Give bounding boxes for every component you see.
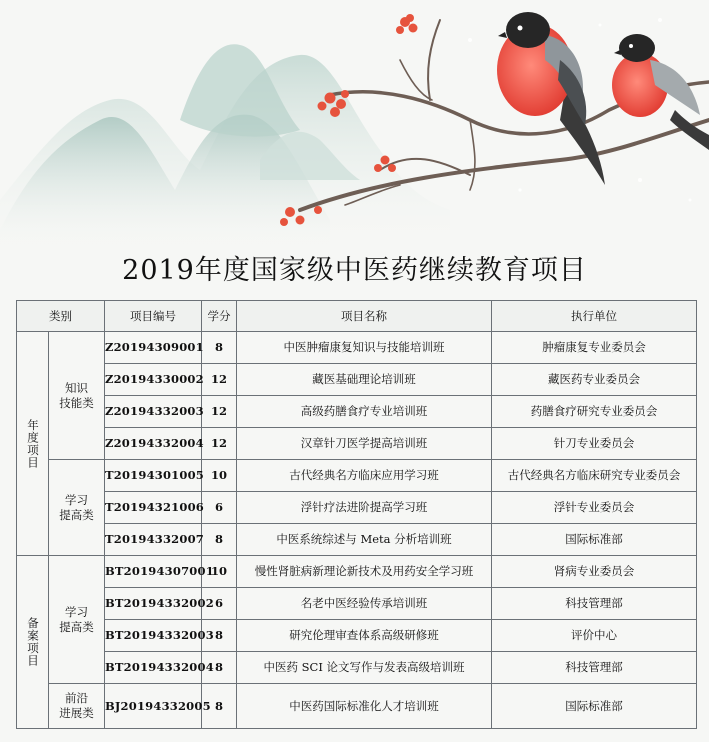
banner-illustration [0, 0, 709, 250]
project-unit: 肿瘤康复专业委员会 [492, 332, 697, 364]
project-name: 藏医基础理论培训班 [237, 364, 492, 396]
table-row [17, 524, 697, 556]
bullfinch-graphic-2 [612, 34, 709, 150]
project-name: 高级药膳食疗专业培训班 [237, 396, 492, 428]
project-name: 研究伦理审查体系高级研修班 [237, 620, 492, 652]
subgroup-label: 知识 技能类 [49, 332, 105, 460]
project-unit: 科技管理部 [492, 652, 697, 684]
project-code: BT20194307001 [105, 556, 202, 588]
table-row [17, 492, 697, 524]
project-unit: 评价中心 [492, 620, 697, 652]
header-code: 项目编号 [105, 301, 202, 332]
project-credit: 8 [202, 620, 237, 652]
project-credit: 12 [202, 428, 237, 460]
project-unit: 肾病专业委员会 [492, 556, 697, 588]
header-category: 类别 [17, 301, 105, 332]
table-row [17, 588, 697, 620]
group-label: 备案项目 [17, 556, 49, 729]
project-unit: 藏医药专业委员会 [492, 364, 697, 396]
project-credit: 8 [202, 524, 237, 556]
mountains-graphic [0, 44, 450, 250]
project-unit: 国际标准部 [492, 684, 697, 729]
table-header-row [17, 301, 697, 332]
subgroup-label: 学习 提高类 [49, 460, 105, 556]
project-name: 中医药 SCI 论文写作与发表高级培训班 [237, 652, 492, 684]
project-credit: 10 [202, 556, 237, 588]
table-row [17, 620, 697, 652]
program-table [16, 300, 697, 729]
table-row [17, 396, 697, 428]
project-code: T20194301005 [105, 460, 202, 492]
project-code: Z20194332003 [105, 396, 202, 428]
header-name: 项目名称 [237, 301, 492, 332]
project-name: 古代经典名方临床应用学习班 [237, 460, 492, 492]
table-row [17, 556, 697, 588]
project-name: 汉章针刀医学提高培训班 [237, 428, 492, 460]
project-code: BJ20194332005 [105, 684, 202, 729]
project-code: Z20194330002 [105, 364, 202, 396]
table-row [17, 332, 697, 364]
project-credit: 12 [202, 364, 237, 396]
project-unit: 古代经典名方临床研究专业委员会 [492, 460, 697, 492]
project-name: 慢性肾脏病新理论新技术及用药安全学习班 [237, 556, 492, 588]
project-name: 浮针疗法进阶提高学习班 [237, 492, 492, 524]
project-name: 名老中医经验传承培训班 [237, 588, 492, 620]
project-credit: 6 [202, 588, 237, 620]
project-unit: 国际标准部 [492, 524, 697, 556]
project-code: T20194321006 [105, 492, 202, 524]
project-unit: 针刀专业委员会 [492, 428, 697, 460]
project-unit: 浮针专业委员会 [492, 492, 697, 524]
project-name: 中医肿瘤康复知识与技能培训班 [237, 332, 492, 364]
project-credit: 6 [202, 492, 237, 524]
project-credit: 8 [202, 684, 237, 729]
project-code: BT20194332004 [105, 652, 202, 684]
table-row [17, 364, 697, 396]
table-row [17, 460, 697, 492]
page-title: 2019年度国家级中医药继续教育项目 [122, 255, 587, 286]
project-credit: 10 [202, 460, 237, 492]
subgroup-label: 学习 提高类 [49, 556, 105, 684]
project-name: 中医系统综述与 Meta 分析培训班 [237, 524, 492, 556]
table-row [17, 684, 697, 729]
project-unit: 药膳食疗研究专业委员会 [492, 396, 697, 428]
project-code: BT20194332002 [105, 588, 202, 620]
project-credit: 12 [202, 396, 237, 428]
table-row [17, 428, 697, 460]
project-credit: 8 [202, 332, 237, 364]
group-label: 年度项目 [17, 332, 49, 556]
project-credit: 8 [202, 652, 237, 684]
project-unit: 科技管理部 [492, 588, 697, 620]
header-credit: 学分 [202, 301, 237, 332]
table-row [17, 652, 697, 684]
header-unit: 执行单位 [492, 301, 697, 332]
project-code: Z20194332004 [105, 428, 202, 460]
subgroup-label: 前沿 进展类 [49, 684, 105, 729]
project-name: 中医药国际标准化人才培训班 [237, 684, 492, 729]
project-code: BT20194332003 [105, 620, 202, 652]
project-code: Z20194309001 [105, 332, 202, 364]
project-code: T20194332007 [105, 524, 202, 556]
